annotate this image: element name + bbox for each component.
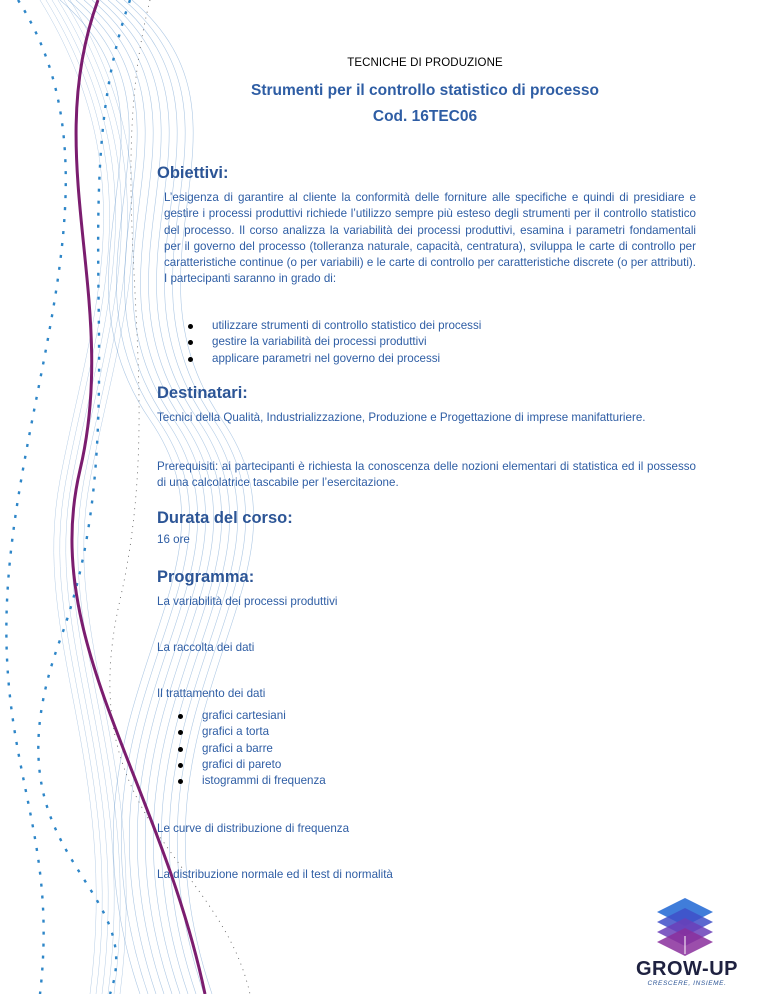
audience-heading: Destinatari: (157, 384, 248, 402)
program-item: La distribuzione normale ed il test di normalità (157, 868, 393, 881)
program-item: Il trattamento dei dati (157, 687, 266, 700)
program-item: La variabilità dei processi produttivi (157, 595, 338, 608)
list-item: grafici di pareto (178, 757, 326, 773)
duration-heading: Durata del corso: (157, 509, 293, 527)
list-item: utilizzare strumenti di controllo statistico dei processi (188, 318, 481, 334)
objectives-text: L’esigenza di garantire al cliente la conformità delle forniture alle specifiche e quindi di presidiare e gestire i processi produttivi richiede l’utilizzo sempre più esteso degli strumenti per il controllo statistico del processo. Il corso analizza la variabilità dei processi produttivi, esamina i parametri fondamentali per il governo del processo (tolleranza naturale, capacità, centratura), sviluppa le carte di controllo per caratteristiche continue (o per variabili) e le carte di controllo per caratteristiche discrete (o per attributi). I partecipanti saranno in grado di: (164, 191, 696, 286)
program-item: La raccolta dei dati (157, 641, 255, 654)
course-title: Strumenti per il controllo statistico di processo (251, 82, 599, 99)
list-item: istogrammi di frequenza (178, 773, 326, 789)
list-item: grafici cartesiani (178, 708, 326, 724)
program-sub-list (178, 708, 326, 789)
program-item: Le curve di distribuzione di frequenza (157, 822, 350, 835)
program-heading: Programma: (157, 568, 255, 586)
logo-tagline: CRESCERE, INSIEME. (647, 980, 727, 987)
duration-value: 16 ore (157, 533, 190, 546)
logo-wordmark: GROW-UP (636, 958, 738, 980)
audience-text: Tecnici della Qualità, Industrializzazione, Produzione e Progettazione di imprese manifatturiere. (157, 411, 646, 424)
course-category: TECNICHE DI PRODUZIONE (347, 57, 503, 69)
list-item: applicare parametri nel governo dei processi (188, 351, 481, 367)
objectives-list (188, 318, 481, 367)
list-item: grafici a torta (178, 724, 326, 740)
prerequisites-text: Prerequisiti: ai partecipanti è richiesta la conoscenza delle nozioni elementari di statistica ed il possesso di una calcolatrice tascabile per l’esercitazione. (157, 460, 696, 490)
list-item: grafici a barre (178, 741, 326, 757)
list-item: gestire la variabilità dei processi produttivi (188, 334, 481, 350)
course-code: Cod. 16TEC06 (372, 108, 478, 125)
objectives-heading: Obiettivi: (157, 164, 229, 182)
